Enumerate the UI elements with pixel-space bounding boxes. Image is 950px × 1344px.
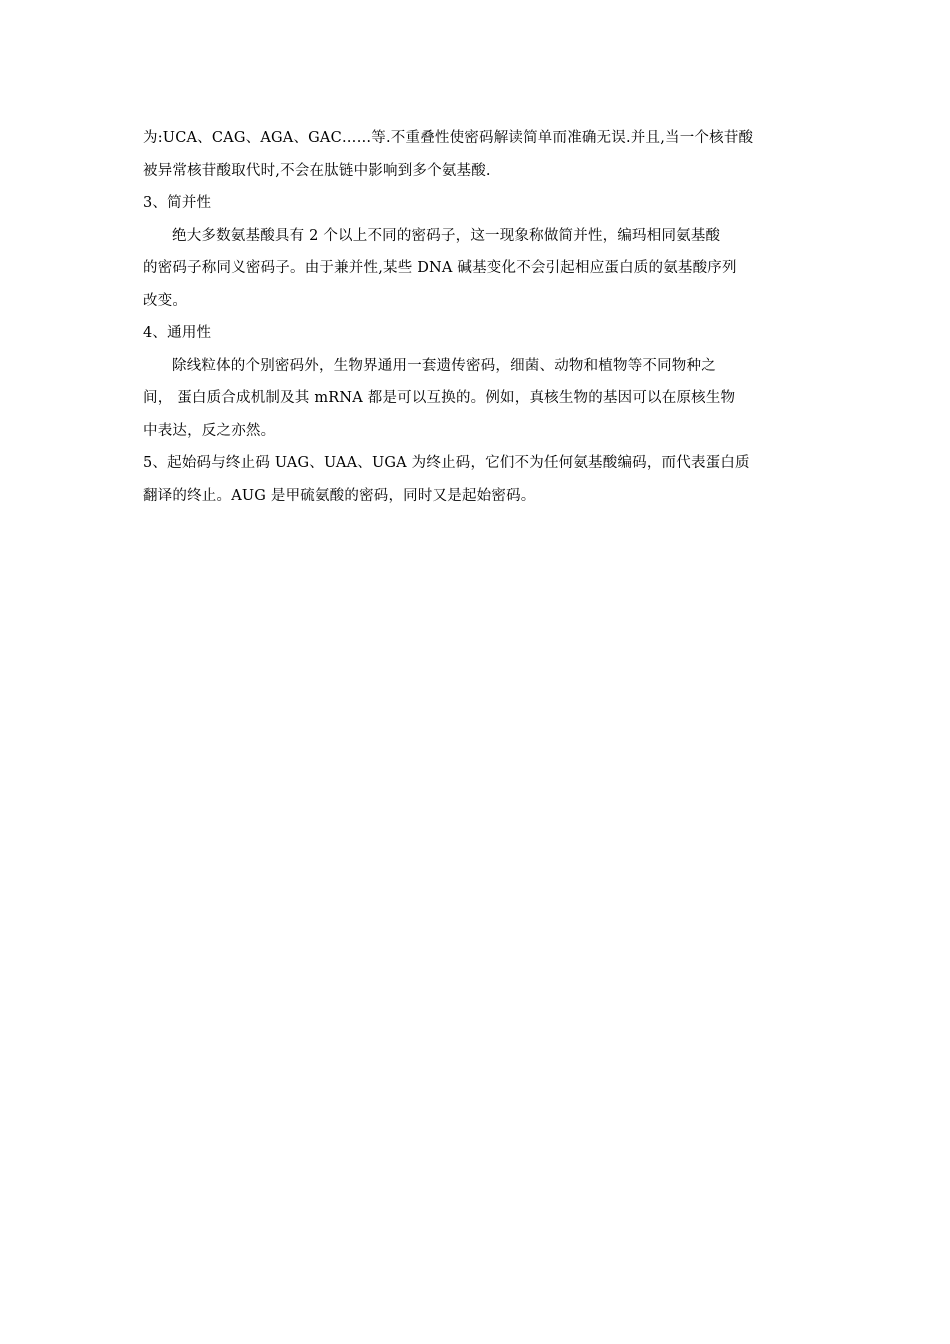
paragraph-line: 间， 蛋白质合成机制及其 mRNA 都是可以互换的。例如，真核生物的基因可以在原核生物 [143, 390, 736, 406]
paragraph-line: 改变。 [143, 292, 188, 309]
paragraph-line: 绝大多数氨基酸具有 2 个以上不同的密码子，这一现象称做简并性，编玛相同氨基酸 [172, 227, 721, 244]
section-heading: 5、起始码与终止码 UAG、UAA、UGA 为终止码，它们不为任何氨基酸编码，而代表蛋白质 [143, 455, 750, 471]
paragraph-line: 翻译的终止。AUG 是甲硫氨酸的密码，同时又是起始密码。 [143, 487, 536, 504]
paragraph-line: 为:UCA、CAG、AGA、GAC……等.不重叠性使密码解读简单而准确无误.并且,当一个核苷酸 [143, 130, 754, 146]
paragraph-line: 的密码子称同义密码子。由于兼并性,某些 DNA 碱基变化不会引起相应蛋白质的氨基酸序列 [143, 260, 737, 276]
section-heading: 3、简并性 [143, 195, 212, 211]
paragraph-line: 除线粒体的个别密码外，生物界通用一套遗传密码，细菌、动物和植物等不同物种之 [172, 357, 716, 374]
paragraph-line: 中表达，反之亦然。 [143, 422, 276, 439]
paragraph-line: 被异常核苷酸取代时,不会在肽链中影响到多个氨基酸. [143, 162, 491, 179]
section-heading: 4、通用性 [143, 325, 212, 341]
document-body [143, 122, 807, 512]
